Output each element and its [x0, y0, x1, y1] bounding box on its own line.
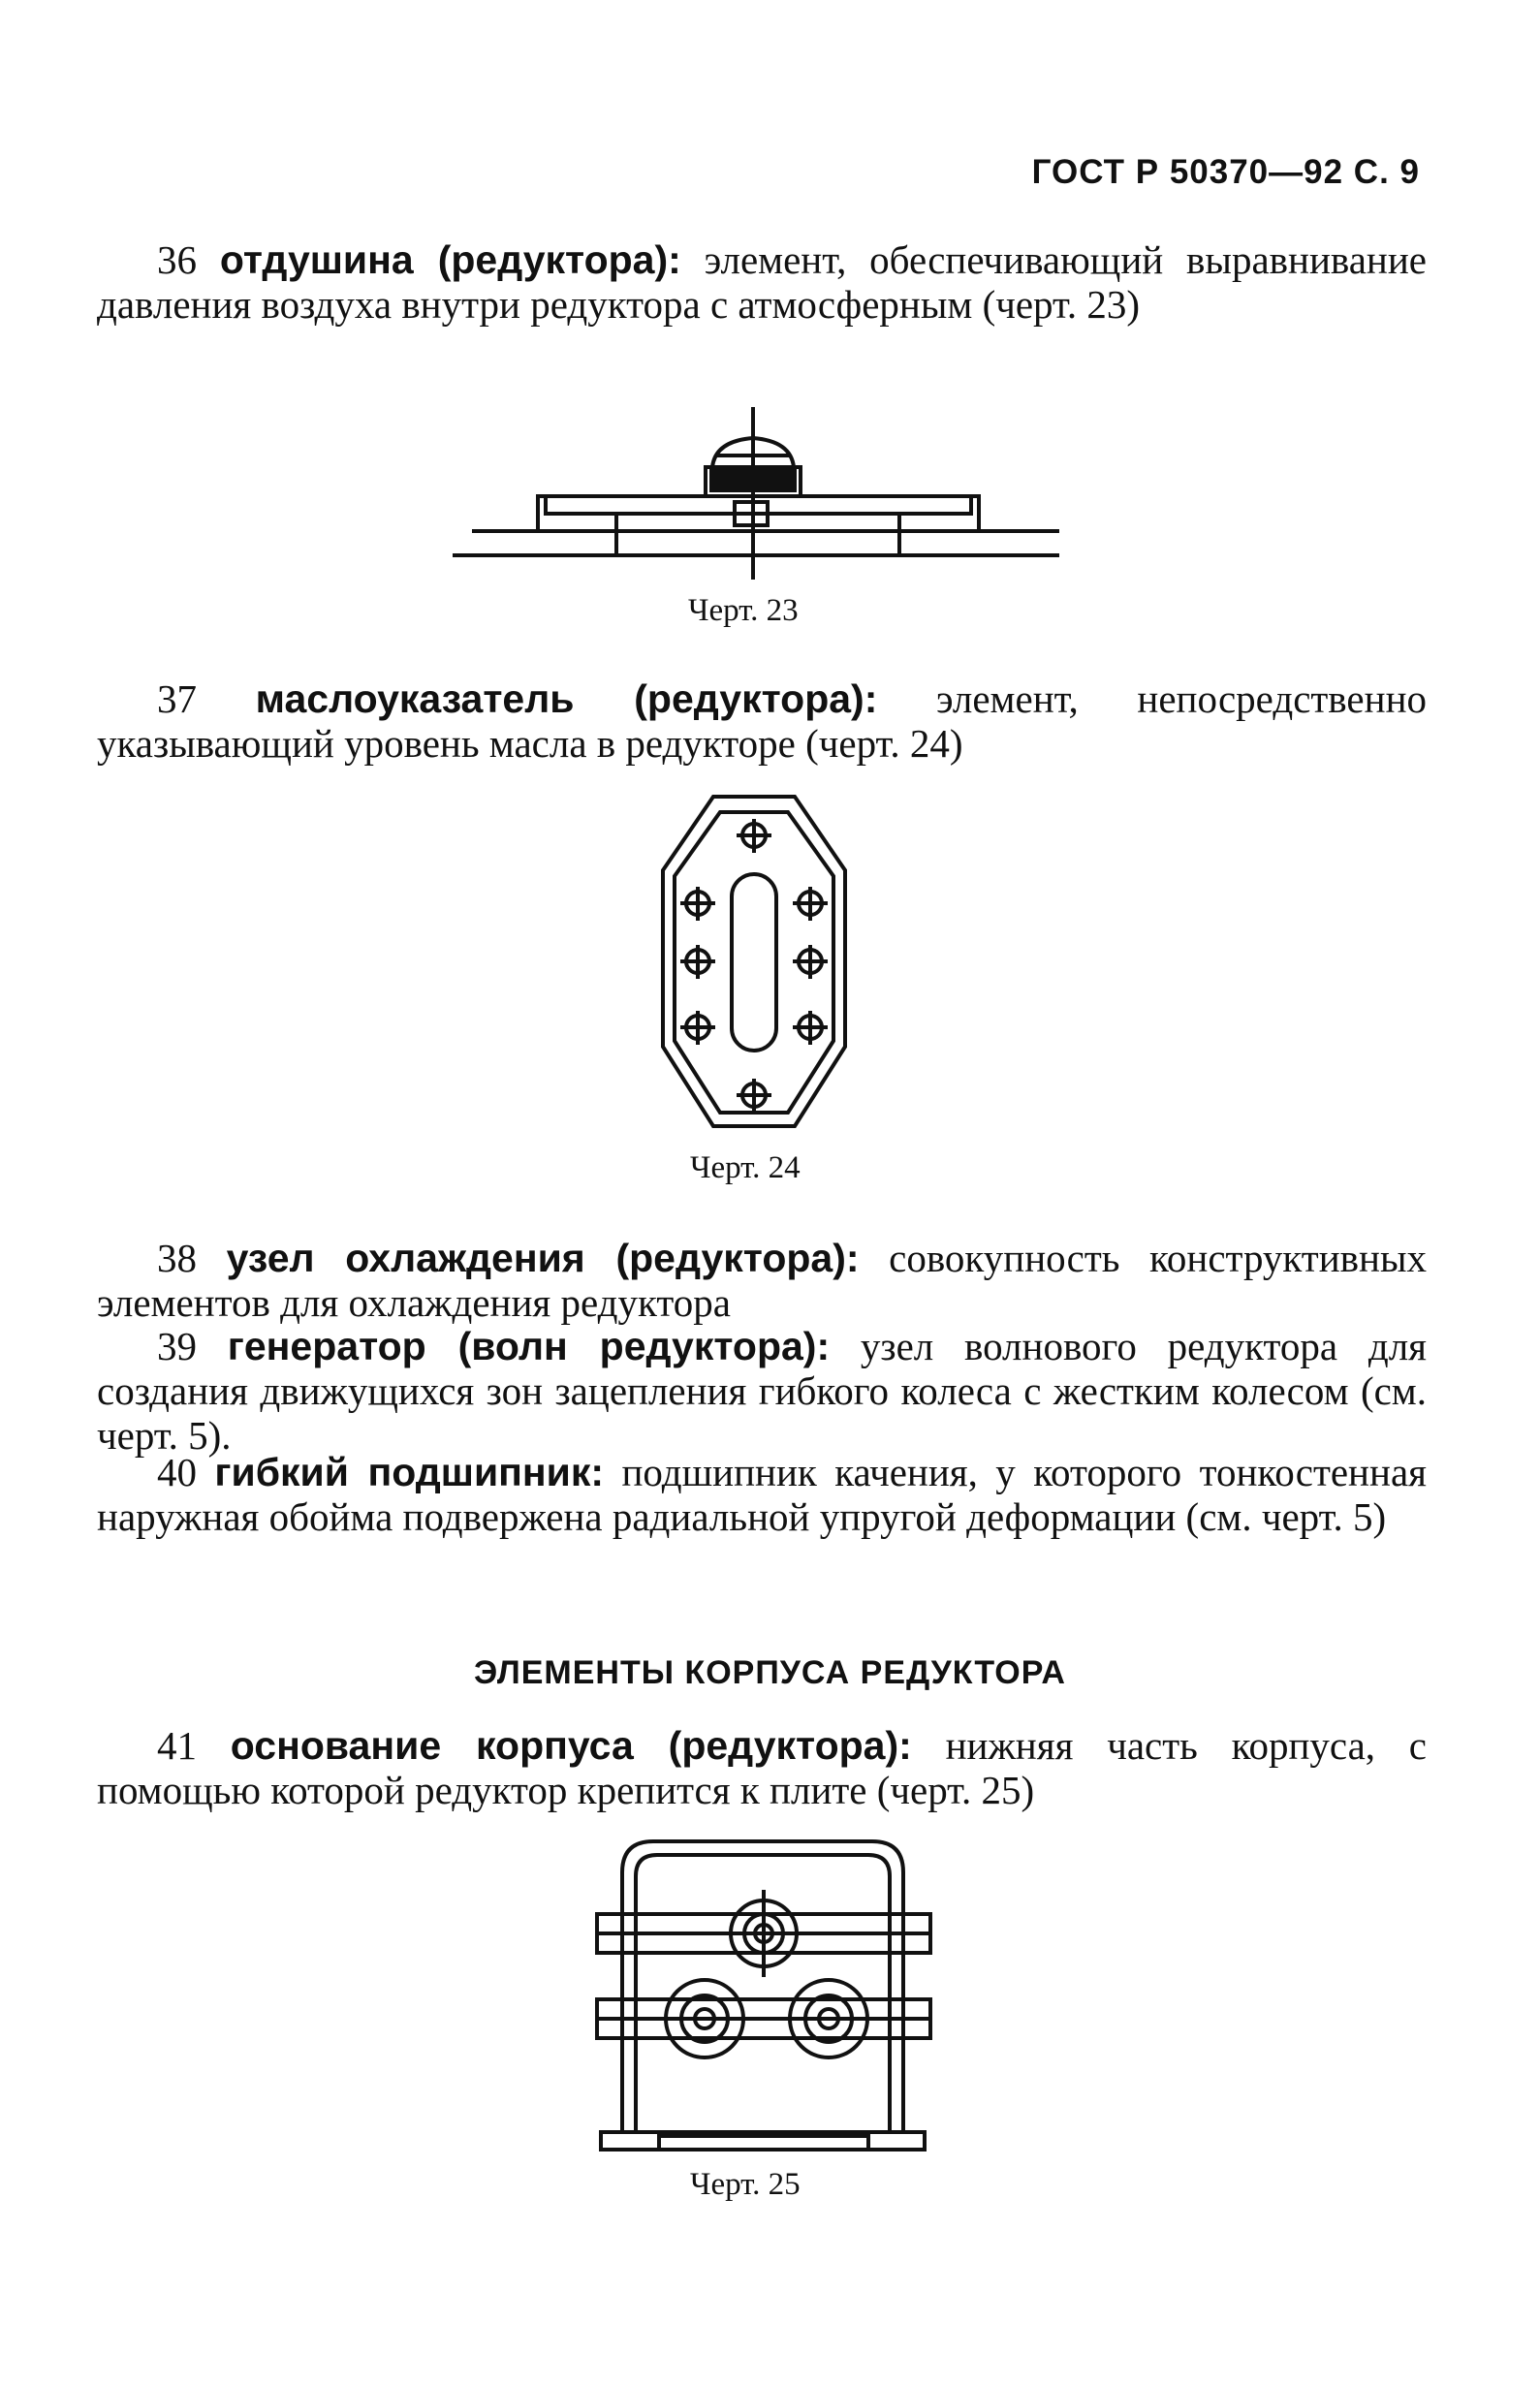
caption-24: Черт. 24	[690, 1150, 801, 1185]
term-number: 37	[157, 676, 197, 721]
term-number: 36	[157, 237, 197, 282]
term-number: 41	[157, 1723, 197, 1768]
term-definition: узел волнового редуктора для создания движущихся зон зацепления гибкого колеса с жестким колесом (см. черт. 5).	[97, 1324, 1428, 1458]
term-definition: нижняя часть корпуса, с помощью которой редуктор крепится к плите (черт. 25)	[97, 1723, 1428, 1812]
term-definition: совокупность конструктивных элементов для охлаждения редуктора	[97, 1236, 1427, 1325]
term-number: 38	[157, 1236, 197, 1280]
page-header: ГОСТ Р 50370—92 С. 9	[1031, 153, 1420, 191]
term-name: генератор (волн редуктора):	[227, 1324, 831, 1368]
term-definition: подшипник качения, у которого тонкостенная наружная обойма подвержена радиальной упругой деформации (см. черт. 5)	[97, 1450, 1427, 1539]
term-definition: элемент, непосредственно указывающий уровень масла в редукторе (черт. 24)	[97, 676, 1428, 766]
term-name: узел охлаждения (редуктора):	[226, 1236, 860, 1280]
term-name: гибкий подшипник:	[214, 1450, 605, 1494]
term-number: 40	[157, 1450, 197, 1494]
caption-25: Черт. 25	[690, 2167, 801, 2202]
term-definition: элемент, обеспечивающий выравнивание давления воздуха внутри редуктора с атмосферным (черт. 23)	[97, 237, 1427, 327]
term-name: отдушина (редуктора):	[219, 237, 681, 282]
section-title: ЭЛЕМЕНТЫ КОРПУСА РЕДУКТОРА	[473, 1654, 1066, 1691]
term-name: маслоуказатель (редуктора):	[255, 676, 878, 721]
term-name: основание корпуса (редуктора):	[230, 1723, 912, 1768]
caption-23: Черт. 23	[688, 593, 799, 628]
term-number: 39	[157, 1324, 197, 1368]
